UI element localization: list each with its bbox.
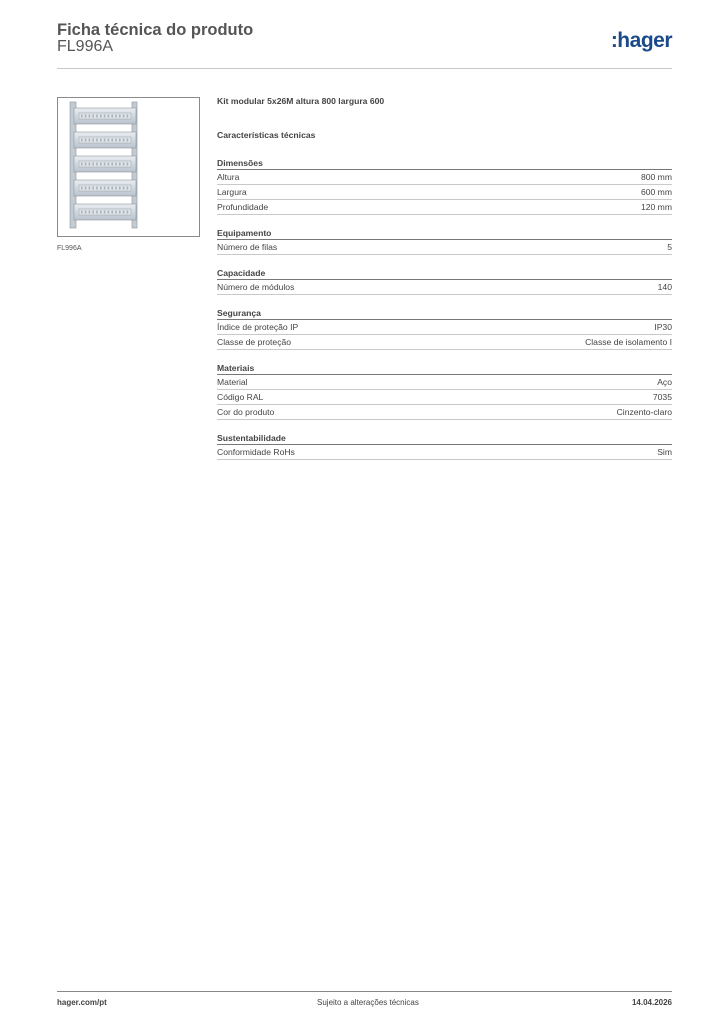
spec-row <box>217 390 672 405</box>
rail-row <box>74 180 136 196</box>
spec-row <box>217 335 672 350</box>
spec-value: Aço <box>657 377 672 387</box>
document-title: Ficha técnica do produto <box>57 21 254 39</box>
spec-label: Profundidade <box>217 202 269 212</box>
spec-row <box>217 445 672 460</box>
spec-value: 120 mm <box>640 202 672 212</box>
spec-value: 5 <box>667 242 672 252</box>
spec-group <box>217 156 672 215</box>
rail-row <box>74 108 136 124</box>
spec-label: Índice de proteção IP <box>217 322 299 332</box>
spec-label: Classe de proteção <box>217 337 292 347</box>
spec-value: 140 <box>657 282 672 292</box>
spec-row <box>217 320 672 335</box>
spec-label: Material <box>217 377 248 387</box>
footer-date: 14.04.2026 <box>631 998 672 1007</box>
spec-group-title: Equipamento <box>217 226 672 240</box>
rail-row <box>74 132 136 148</box>
spec-label: Código RAL <box>217 392 264 402</box>
spec-group <box>217 431 672 460</box>
section-title: Características técnicas <box>217 130 316 140</box>
rail-row <box>74 156 136 172</box>
spec-panel <box>217 96 672 460</box>
spec-value: Sim <box>657 447 672 457</box>
spec-group <box>217 361 672 420</box>
spec-row <box>217 240 672 255</box>
spec-label: Número de filas <box>217 242 278 252</box>
spec-label: Largura <box>217 187 247 197</box>
spec-group <box>217 306 672 350</box>
footer-website[interactable]: hager.com/pt <box>57 998 107 1007</box>
spec-row <box>217 185 672 200</box>
spec-group-title: Dimensões <box>217 156 672 170</box>
rail-rows <box>74 108 136 220</box>
spec-value: 800 mm <box>640 172 672 182</box>
spec-value: IP30 <box>654 322 672 332</box>
product-code: FL996A <box>57 38 114 55</box>
footer-note: Sujeito a alterações técnicas <box>317 998 419 1007</box>
hager-logo: :hager <box>610 29 672 52</box>
spec-value: 600 mm <box>640 187 672 197</box>
spec-value: Classe de isolamento I <box>585 337 672 347</box>
spec-group-title: Segurança <box>217 306 672 320</box>
spec-label: Cor do produto <box>217 407 275 417</box>
spec-group-title: Materiais <box>217 361 672 375</box>
product-name: Kit modular 5x26M altura 800 largura 600 <box>217 96 385 106</box>
spec-row <box>217 280 672 295</box>
spec-label: Altura <box>217 172 240 182</box>
image-caption: FL996A <box>57 245 82 252</box>
spec-group-title: Capacidade <box>217 266 672 280</box>
spec-value: 7035 <box>652 392 672 402</box>
spec-value: Cinzento-claro <box>616 407 672 417</box>
footer-divider <box>57 991 672 992</box>
spec-label: Número de módulos <box>217 282 295 292</box>
spec-label: Conformidade RoHs <box>217 447 295 457</box>
product-image <box>57 97 200 237</box>
spec-row <box>217 200 672 215</box>
spec-row <box>217 375 672 390</box>
modular-kit-illustration <box>58 98 199 236</box>
spec-groups <box>217 156 672 460</box>
rail-row <box>74 204 136 220</box>
header-divider <box>57 68 672 69</box>
spec-group <box>217 226 672 255</box>
spec-row <box>217 170 672 185</box>
spec-row <box>217 405 672 420</box>
spec-group <box>217 266 672 295</box>
spec-group-title: Sustentabilidade <box>217 431 672 445</box>
